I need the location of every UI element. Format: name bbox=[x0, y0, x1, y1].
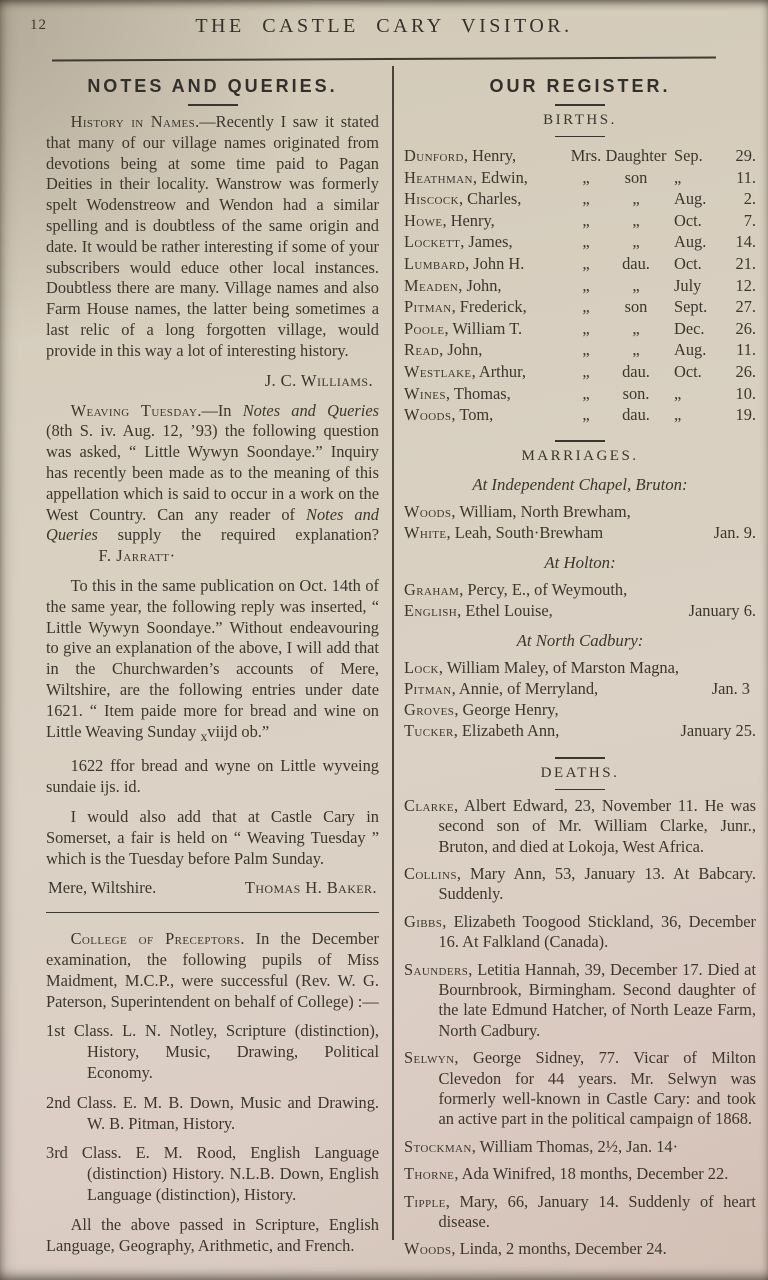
birth-parent-name: Lumbard, John H. bbox=[404, 253, 525, 273]
birth-parent-name: Dunford, Henry, bbox=[404, 146, 517, 165]
birth-child-relation: „ bbox=[632, 275, 640, 295]
marriage-entry: January 25. Tucker, Elizabeth Ann, bbox=[404, 720, 756, 740]
birth-mrs-ditto: „ bbox=[582, 253, 590, 273]
birth-month: Oct. bbox=[674, 210, 702, 230]
birth-parent-name: Heathman, Edwin, bbox=[404, 167, 528, 187]
marriage-location: At North Cadbury: bbox=[516, 630, 644, 650]
death-entry: Collins, Mary Ann, 53, January 13. At Babcary. Suddenly. bbox=[404, 863, 756, 904]
deaths-heading: DEATHS. bbox=[540, 764, 620, 781]
birth-mrs-ditto: „ bbox=[582, 210, 590, 230]
birth-day: 26. bbox=[735, 361, 756, 381]
marriage-entry: Jan. 9. White, Leah, South·Brewham bbox=[404, 522, 756, 542]
deaths-rule-above bbox=[555, 757, 605, 759]
birth-month: „ bbox=[674, 383, 682, 403]
marriage-date: Jan. 9. bbox=[713, 522, 756, 542]
death-entry: Thorne, Ada Winifred, 18 months, December 22. bbox=[404, 1164, 729, 1184]
marriage-entry: January 6. English, Ethel Louise, bbox=[404, 600, 756, 620]
marriage-date: January 6. bbox=[688, 600, 756, 620]
birth-child-relation: „ bbox=[632, 232, 640, 252]
birth-mrs-ditto: „ bbox=[582, 383, 590, 403]
birth-day: 10. bbox=[735, 383, 756, 403]
birth-mrs-ditto: „ bbox=[582, 275, 590, 295]
birth-mrs-ditto: „ bbox=[582, 318, 590, 338]
article-castle-cary-fair: I would also add that at Castle Cary in Somerset, a fair is held on “ Weaving Tuesday ” which is the Tuesday before Palm Sunday. bbox=[46, 806, 379, 868]
birth-child-relation: son. bbox=[622, 383, 650, 403]
page-header bbox=[0, 0, 768, 49]
page-number: 12 bbox=[30, 17, 47, 33]
birth-parent-name: Pitman, Frederick, bbox=[404, 297, 527, 317]
birth-month: Oct. bbox=[674, 361, 702, 381]
birth-row bbox=[404, 210, 756, 232]
birth-row bbox=[404, 275, 756, 297]
birth-child-relation: dau. bbox=[622, 253, 650, 273]
birth-mrs-ditto: Mrs. bbox=[570, 146, 602, 165]
birth-child-relation: Daughter bbox=[605, 146, 667, 165]
births-heading: BIRTHS. bbox=[543, 112, 617, 128]
article-college-of-preceptors: College of Preceptors. In the December examination, the following pupils of Miss Maidment, M.C.P., were successful (Rev. W. G. Paterson, Superintendent on behalf of College) :— bbox=[46, 929, 379, 1011]
birth-month: Aug. bbox=[674, 189, 707, 209]
birth-day: 2. bbox=[743, 189, 756, 209]
birth-day: 11. bbox=[736, 340, 756, 360]
birth-row bbox=[404, 404, 756, 426]
article-weaving-tuesday: Weaving Tuesday.—In Notes and Queries (8th S. iv. Aug. 12, ’93) the following question was asked, “ Little Wywyn Soondaye.” Inquiry has recently been made as to the meaning of this appellation which is said to occur in a work on the West Country. Can any reader of Notes and Queries supply the required explanation?F. Jarratt· bbox=[46, 400, 379, 566]
class-result-item: 1st Class. L. N. Notley, Scripture (distinction), History, Music, Drawing, Political Economy. bbox=[46, 1021, 379, 1083]
birth-row bbox=[404, 231, 756, 253]
birth-row bbox=[404, 339, 756, 361]
birth-child-relation: dau. bbox=[622, 361, 650, 381]
birth-month: „ bbox=[674, 167, 682, 187]
article-weaving-reply: To this in the same publication on Oct. 14th of the same year, the following reply was inserted, “ Little Wywyn Soondaye.” Without endeavouring to give an explanation of the above, I will add that in the Churchwarden’s accounts of Mere, Wiltshire, are the following entries under date 1621. “ Item paide more for bread and wine on Little Weaving Sunday $_x$viijd ob.” bbox=[46, 575, 379, 744]
marriage-entry: Woods, William, North Brewham, bbox=[404, 501, 631, 521]
article-closing-note: All the above passed in Scripture, English Language, Geography, Arithmetic, and French. bbox=[46, 1214, 379, 1255]
birth-child-relation: son bbox=[624, 167, 648, 187]
birth-day: 14. bbox=[735, 232, 756, 252]
birth-day: 21. bbox=[735, 253, 756, 273]
death-entry: Selwyn, George Sidney, 77. Vicar of Milton Clevedon for 44 years. Mr. Selwyn was formerly well-known in Castle Cary: and took an active part in the political campaign of 1868. bbox=[404, 1048, 756, 1129]
birth-parent-name: Wines, Thomas, bbox=[404, 383, 511, 403]
birth-parent-name: Westlake, Arthur, bbox=[404, 361, 526, 381]
birth-child-relation: „ bbox=[632, 189, 640, 209]
marriage-location: At Independent Chapel, Bruton: bbox=[472, 474, 688, 494]
birth-child-relation: son bbox=[624, 297, 648, 317]
births-table bbox=[404, 145, 756, 426]
birth-child-relation: dau. bbox=[622, 405, 650, 425]
left-column-heading: NOTES AND QUERIES. bbox=[87, 76, 338, 96]
birth-mrs-ditto: „ bbox=[582, 405, 590, 425]
birth-row bbox=[404, 318, 756, 340]
two-column-layout bbox=[0, 64, 768, 1267]
heading-rule bbox=[188, 104, 238, 106]
birth-child-relation: „ bbox=[632, 318, 640, 338]
birth-day: 26. bbox=[735, 318, 756, 338]
birth-parent-name: Meaden, John, bbox=[404, 275, 502, 295]
birth-month: Aug. bbox=[674, 232, 707, 252]
birth-row bbox=[404, 296, 756, 318]
right-column-heading: OUR REGISTER. bbox=[489, 76, 671, 96]
right-column-our-register bbox=[394, 64, 768, 1267]
birth-row bbox=[404, 361, 756, 383]
deaths-list bbox=[404, 796, 756, 1260]
birth-row bbox=[404, 383, 756, 405]
birth-day: 27. bbox=[735, 297, 756, 317]
class-result-item: 2nd Class. E. M. B. Down, Music and Drawing. W. B. Pitman, History. bbox=[46, 1092, 379, 1133]
birth-mrs-ditto: „ bbox=[582, 340, 590, 360]
birth-month: „ bbox=[674, 405, 682, 425]
marriage-entry: Graham, Percy, E., of Weymouth, bbox=[404, 579, 628, 599]
birth-row bbox=[404, 253, 756, 275]
birth-mrs-ditto: „ bbox=[582, 361, 590, 381]
birth-mrs-ditto: „ bbox=[582, 167, 590, 187]
marriage-date: Jan. 3 bbox=[711, 678, 750, 698]
marriage-entry: Groves, George Henry, bbox=[404, 699, 559, 719]
birth-parent-name: Hiscock, Charles, bbox=[404, 189, 522, 209]
article-history-in-names: History in Names.—Recently I saw it stated that many of our village names originated from devotions being at some time paid to Pagan Deities in their locality. Wanstrow was formerly spelt Wodenstreow and Wendon had a similar spelling and is doubtless of the same origin and date. It would be rather interesting if some of your subscribers would educe other local instances. Doubtless there are many. Village names and also Farm House names, the latter being sometimes a last relic of a long forgotten village, would provide in this way a lot of interesting history. bbox=[46, 112, 379, 360]
birth-day: 12. bbox=[735, 275, 756, 295]
marriage-entry: Lock, William Maley, of Marston Magna, bbox=[404, 657, 679, 677]
class-result-item: 3rd Class. E. M. Rood, English Language (distinction) History. N.L.B. Down, English Language (distinction), History. bbox=[46, 1143, 379, 1205]
marriage-group-bruton bbox=[404, 475, 756, 543]
birth-day: 11. bbox=[736, 167, 756, 187]
birth-mrs-ditto: „ bbox=[582, 232, 590, 252]
birth-mrs-ditto: „ bbox=[582, 189, 590, 209]
birth-month: Oct. bbox=[674, 253, 702, 273]
birth-month: Sep. bbox=[674, 146, 703, 165]
birth-row bbox=[404, 167, 756, 189]
birth-parent-name: Lockett, James, bbox=[404, 232, 513, 252]
birth-month: Aug. bbox=[674, 340, 707, 360]
birth-day: 7. bbox=[743, 210, 756, 230]
heading-rule bbox=[555, 104, 605, 106]
page-title: THE CASTLE CARY VISITOR. bbox=[195, 15, 573, 37]
signature-thomas-baker: Thomas H. Baker. bbox=[244, 878, 377, 898]
birth-parent-name: Poole, William T. bbox=[404, 318, 523, 338]
header-rule bbox=[52, 57, 716, 62]
signature-jc-williams: J. C. Williams. bbox=[264, 370, 373, 390]
article-1622-entry: 1622 ffor bread and wyne on Little wyveing sundaie ijs. id. bbox=[46, 756, 379, 797]
death-entry: Clarke, Albert Edward, 23, November 11. He was second son of Mr. William Clarke, Junr., Bruton, and died at Lokoja, West Africa. bbox=[404, 795, 756, 856]
birth-child-relation: „ bbox=[632, 340, 640, 360]
birth-day: 29. bbox=[735, 146, 756, 165]
marriage-entries bbox=[404, 579, 756, 621]
marriage-entries bbox=[404, 501, 756, 543]
marriage-date: January 25. bbox=[680, 720, 756, 740]
signature-line bbox=[48, 878, 377, 898]
marriage-location: At Holton: bbox=[544, 552, 616, 572]
death-entry: Woods, Linda, 2 months, December 24. bbox=[404, 1239, 667, 1259]
birth-row bbox=[404, 188, 756, 210]
marriages-rule-above bbox=[555, 440, 605, 442]
death-entry: Tipple, Mary, 66, January 14. Suddenly of heart disease. bbox=[404, 1191, 756, 1232]
births-rule bbox=[555, 136, 605, 137]
left-column-notes-and-queries bbox=[0, 64, 392, 1265]
birth-day: 19. bbox=[735, 405, 756, 425]
birth-month: Sept. bbox=[674, 297, 708, 317]
marriage-entry: Jan. 3 Pitman, Annie, of Merryland, bbox=[404, 678, 756, 699]
birth-parent-name: Woods, Tom, bbox=[404, 405, 494, 425]
birth-month: July bbox=[674, 275, 702, 295]
birth-month: Dec. bbox=[674, 318, 705, 338]
marriage-entries bbox=[404, 657, 756, 741]
death-entry: Stockman, William Thomas, 2½, Jan. 14· bbox=[404, 1136, 679, 1156]
birth-parent-name: Read, John, bbox=[404, 340, 483, 360]
death-entry: Saunders, Letitia Hannah, 39, December 17. Died at Bournbrook, Birmingham. Second daughter of the late Edmund Hatcher, of North Leaze Farm, North Cadbury. bbox=[404, 959, 756, 1040]
marriages-heading: MARRIAGES. bbox=[521, 447, 639, 464]
marriage-group-holton bbox=[404, 553, 756, 621]
birth-mrs-ditto: „ bbox=[582, 297, 590, 317]
class-results-list bbox=[46, 1021, 379, 1205]
deaths-rule-below bbox=[555, 789, 605, 790]
birth-child-relation: „ bbox=[632, 210, 640, 230]
birth-row bbox=[404, 145, 756, 167]
death-entry: Gibbs, Elizabeth Toogood Stickland, 36, December 16. At Falkland (Canada). bbox=[404, 911, 756, 952]
signature-place: Mere, Wiltshire. bbox=[48, 878, 157, 898]
section-divider-rule bbox=[46, 912, 379, 913]
marriage-group-north-cadbury bbox=[404, 631, 756, 741]
birth-parent-name: Howe, Henry, bbox=[404, 210, 495, 230]
